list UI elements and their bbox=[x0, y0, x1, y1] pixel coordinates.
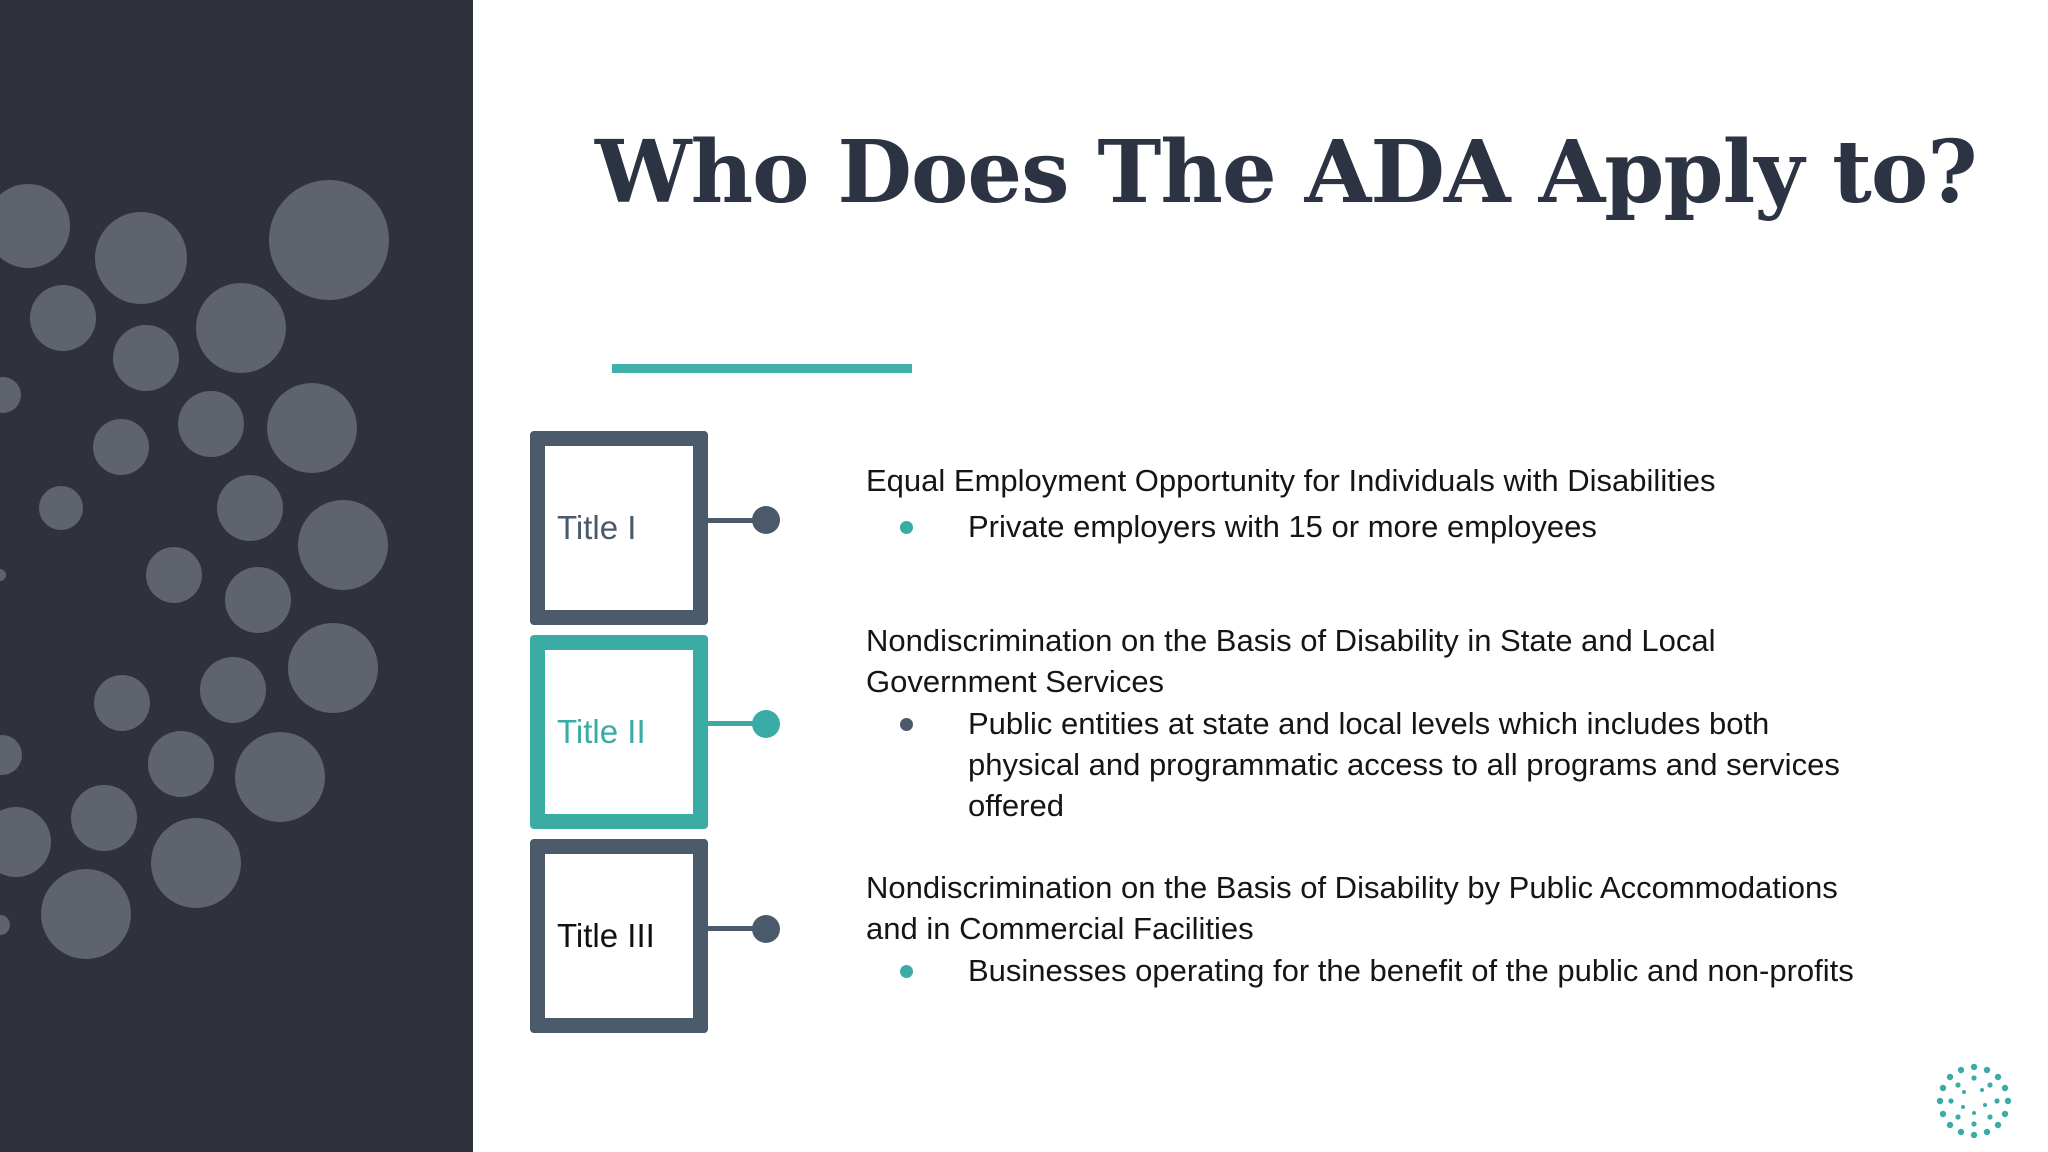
title-ii-heading: Nondiscrimination on the Basis of Disability in State and Local Government Services bbox=[866, 623, 1716, 699]
bullet-dot bbox=[900, 521, 913, 534]
title-ii-dot bbox=[752, 710, 780, 738]
title-i-label: Title I bbox=[557, 509, 637, 546]
decorative-sidebar bbox=[0, 0, 473, 1152]
title-ii-box bbox=[530, 635, 708, 829]
title-i-box bbox=[530, 431, 708, 625]
title-accent-line bbox=[612, 364, 912, 373]
title-iii-label: Title III bbox=[557, 917, 655, 954]
slide-title: Who Does The ADA Apply to? bbox=[595, 122, 1977, 223]
title-ii-bullet: Public entities at state and local levels which includes both physical and programmatic access to all programs and services offered bbox=[968, 706, 1840, 823]
title-iii-heading: Nondiscrimination on the Basis of Disability by Public Accommodations and in Commercial Facilities bbox=[866, 870, 1838, 946]
title-i-bullet: Private employers with 15 or more employees bbox=[968, 509, 1597, 544]
title-iii-dot bbox=[752, 915, 780, 943]
title-iii-box bbox=[530, 839, 708, 1033]
organization-logo-icon bbox=[1936, 1063, 2012, 1139]
title-i-heading: Equal Employment Opportunity for Individuals with Disabilities bbox=[866, 463, 1716, 498]
title-ii-label: Title II bbox=[557, 713, 646, 750]
title-i-dot bbox=[752, 506, 780, 534]
bullet-dot bbox=[900, 718, 913, 731]
bullet-dot bbox=[900, 965, 913, 978]
dot-pattern-graphic bbox=[0, 0, 473, 1152]
title-iii-bullet: Businesses operating for the benefit of the public and non-profits bbox=[968, 953, 1854, 988]
